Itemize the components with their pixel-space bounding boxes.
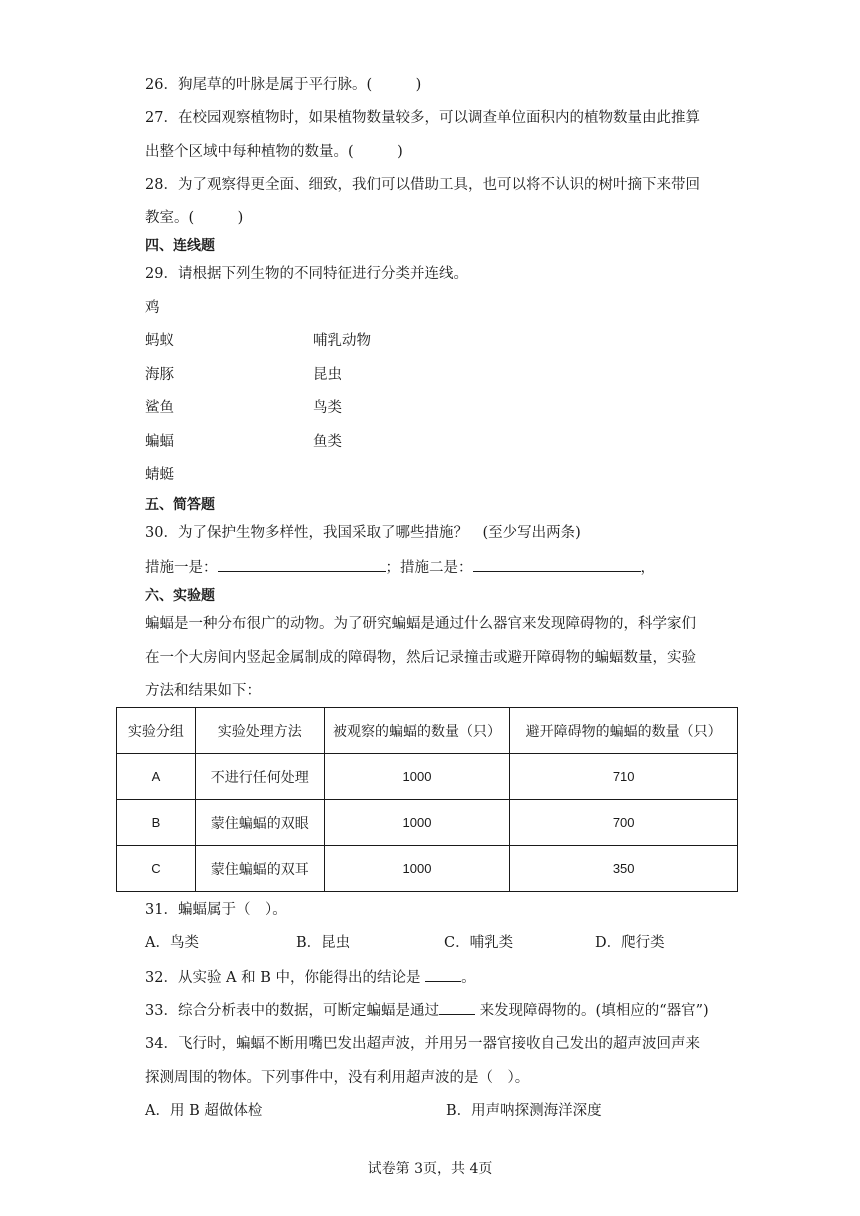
q34-option-a[interactable]: A．用 B 超做体检	[145, 1103, 263, 1119]
question-26: 26．狗尾草的叶脉是属于平行脉。( )	[145, 77, 422, 93]
q31-option-b[interactable]: B．昆虫	[296, 935, 351, 951]
q33-answer-blank[interactable]	[439, 1000, 475, 1015]
measure1-label: 措施一是：	[145, 560, 218, 576]
section-heading-short-answer: 五、简答题	[145, 497, 215, 513]
q31-option-d[interactable]: D．爬行类	[595, 935, 665, 951]
table-cell: 蒙住蝙蝠的双耳	[195, 846, 324, 892]
category-item: 鸟类	[313, 400, 342, 416]
table-cell: 1000	[324, 800, 510, 846]
animal-item: 鸡	[145, 300, 160, 316]
table-cell: 700	[510, 800, 738, 846]
animal-item: 蝙蝠	[145, 434, 174, 450]
measure1-answer-blank[interactable]	[218, 557, 386, 572]
question-29: 29．请根据下列生物的不同特征进行分类并连线。	[145, 266, 468, 282]
q32-answer-blank[interactable]	[425, 967, 461, 982]
question-28-line2: 教室。( )	[145, 210, 244, 226]
page-footer: 试卷第 3页，共 4页	[367, 1161, 493, 1177]
experiment-intro-line1: 蝙蝠是一种分布很广的动物。为了研究蝙蝠是通过什么器官来发现障碍物的，科学家们	[145, 616, 696, 632]
measure2-label: 措施二是：	[400, 560, 473, 576]
q32-text: 32．从实验 A 和 B 中，你能得出的结论是	[145, 970, 421, 986]
table-cell: 不进行任何处理	[195, 754, 324, 800]
category-item: 哺乳动物	[313, 333, 371, 349]
category-item: 鱼类	[313, 434, 342, 450]
table-header-cell: 实验处理方法	[195, 708, 324, 754]
separator: ；	[385, 560, 400, 576]
end-punct: ，	[640, 560, 655, 576]
table-row	[117, 754, 738, 800]
q31-option-c[interactable]: C．哺乳类	[444, 935, 514, 951]
answer-measures-line	[145, 557, 655, 578]
table-cell: 710	[510, 754, 738, 800]
table-header-row	[117, 708, 738, 754]
measure2-answer-blank[interactable]	[473, 557, 641, 572]
animal-item: 蜻蜓	[145, 467, 174, 483]
q32-end: 。	[461, 970, 476, 986]
table-row	[117, 846, 738, 892]
table-cell: 1000	[324, 754, 510, 800]
question-34-line2: 探测周围的物体。下列事件中，没有利用超声波的是（ ）。	[145, 1070, 530, 1086]
q33-end: 来发现障碍物的。(填相应的“器官”)	[479, 1003, 709, 1019]
category-item: 昆虫	[313, 367, 342, 383]
table-header-cell: 被观察的蝙蝠的数量（只）	[324, 708, 510, 754]
animal-item: 海豚	[145, 367, 174, 383]
table-cell: 1000	[324, 846, 510, 892]
table-row	[117, 800, 738, 846]
experiment-intro-line2: 在一个大房间内竖起金属制成的障碍物，然后记录撞击或避开障碍物的蝙蝠数量，实验	[145, 650, 696, 666]
question-32	[145, 967, 476, 988]
table-cell: A	[117, 754, 196, 800]
question-27-line2: 出整个区域中每种植物的数量。( )	[145, 144, 403, 160]
question-34-line1: 34．飞行时，蝙蝠不断用嘴巴发出超声波，并用另一器官接收自己发出的超声波回声来	[145, 1036, 700, 1052]
table-cell: 蒙住蝙蝠的双眼	[195, 800, 324, 846]
q33-text: 33．综合分析表中的数据，可断定蝙蝠是通过	[145, 1003, 439, 1019]
experiment-intro-line3: 方法和结果如下：	[145, 683, 261, 699]
q34-option-b[interactable]: B．用声呐探测海洋深度	[446, 1103, 602, 1119]
table-cell: C	[117, 846, 196, 892]
question-28-line1: 28．为了观察得更全面、细致，我们可以借助工具，也可以将不认识的树叶摘下来带回	[145, 177, 700, 193]
table-header-cell: 避开障碍物的蝙蝠的数量（只）	[510, 708, 738, 754]
animal-item: 蚂蚁	[145, 333, 174, 349]
section-heading-matching: 四、连线题	[145, 238, 215, 254]
question-30: 30．为了保护生物多样性，我国采取了哪些措施？ (至少写出两条)	[145, 525, 581, 541]
question-33	[145, 1000, 709, 1021]
animal-item: 鲨鱼	[145, 400, 174, 416]
question-31: 31．蝙蝠属于（ ）。	[145, 902, 287, 918]
table-header-cell: 实验分组	[117, 708, 196, 754]
q31-option-a[interactable]: A．鸟类	[145, 935, 199, 951]
question-27-line1: 27．在校园观察植物时，如果植物数量较多，可以调查单位面积内的植物数量由此推算	[145, 110, 700, 126]
experiment-table	[116, 707, 738, 892]
table-cell: B	[117, 800, 196, 846]
section-heading-experiment: 六、实验题	[145, 588, 215, 604]
table-cell: 350	[510, 846, 738, 892]
